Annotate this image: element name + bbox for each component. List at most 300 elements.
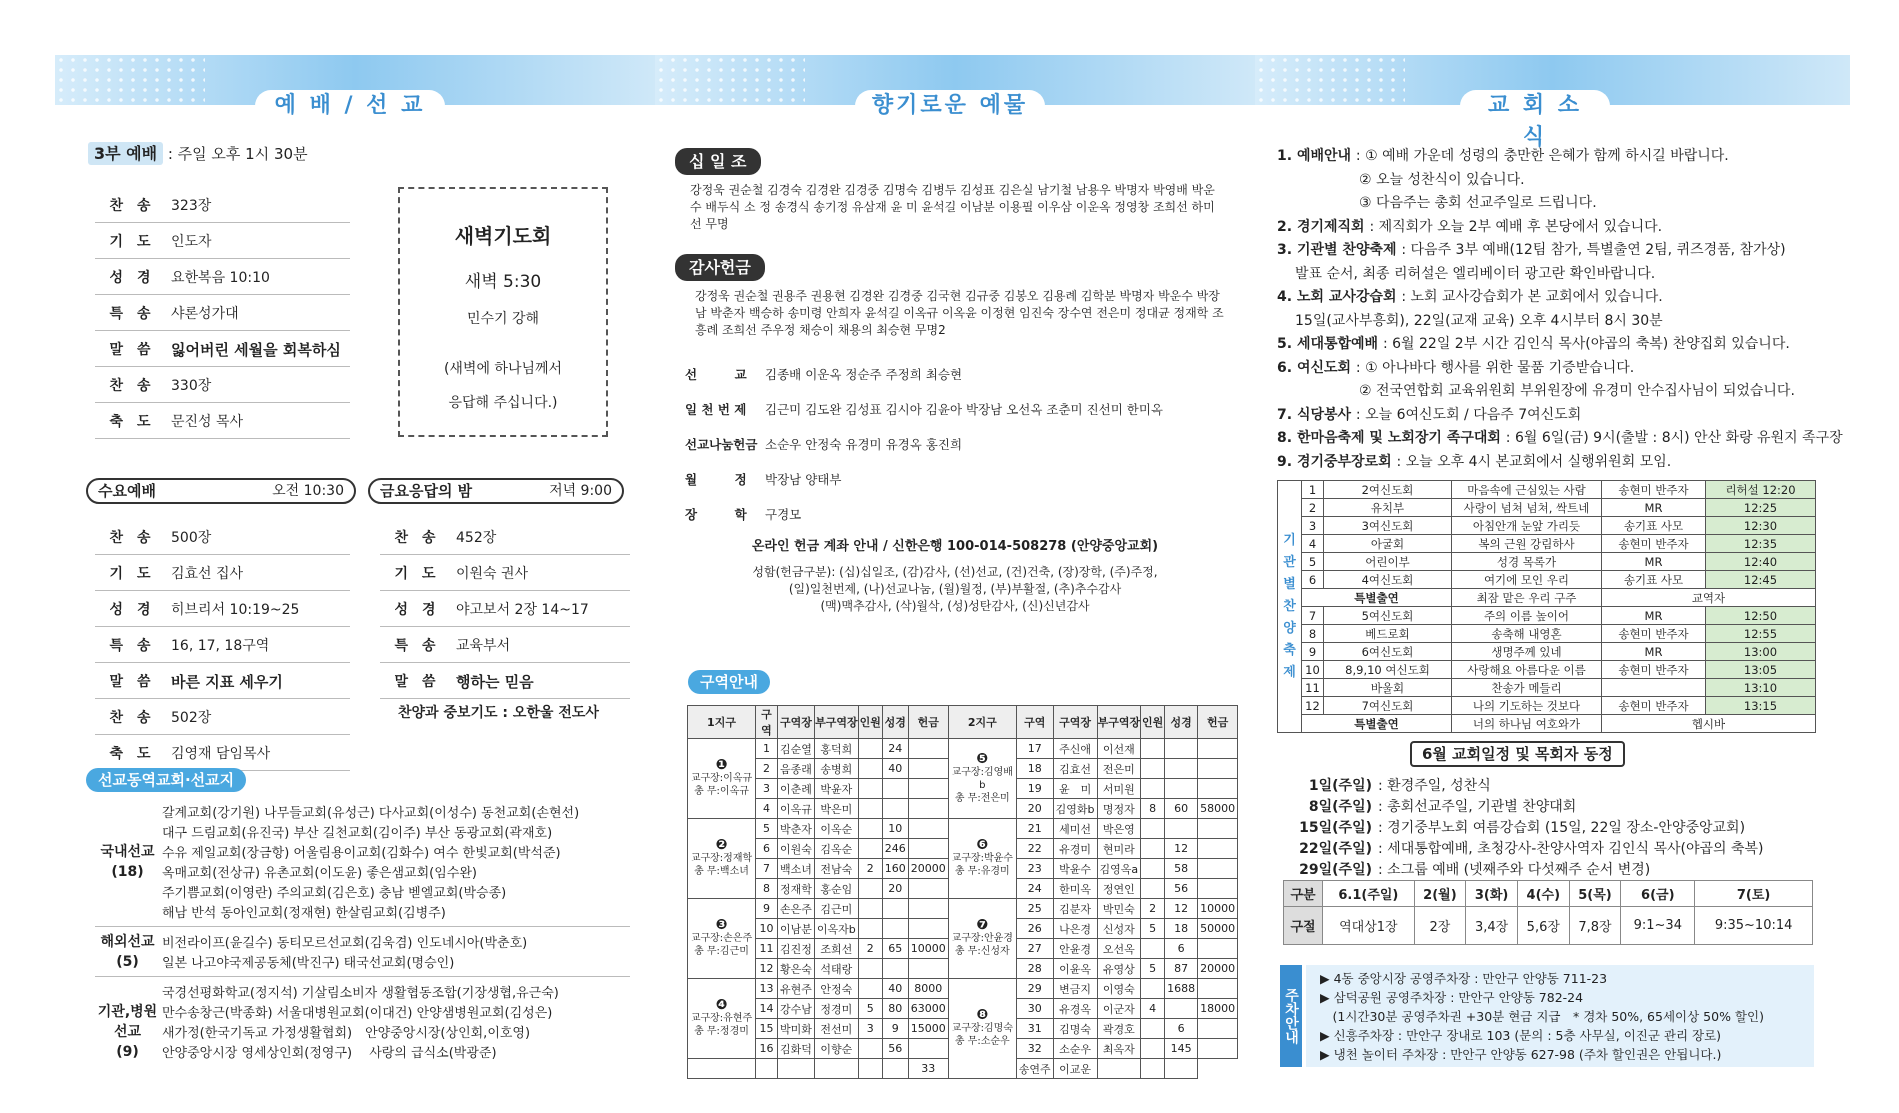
table-cell: 김진정: [778, 939, 815, 959]
district-label-cell: [688, 739, 756, 819]
order-label: 특 송: [394, 638, 436, 654]
news-text: : 다음주 3부 예배(12팀 참가, 특별출연 2팀, 퀴즈경품, 참가상): [1401, 242, 1786, 258]
table-cell: 8: [1141, 799, 1165, 819]
mission-line: 옥매교회(전상규) 유촌교회(이도윤) 좋은샘교회(임수완): [162, 866, 477, 881]
table-cell: 세미선: [1053, 819, 1097, 839]
schedule-row: [1278, 715, 1816, 733]
district-number: ❹: [715, 997, 728, 1013]
news-text: 발표 순서, 최종 리허설은 엘리베이터 광고란 확인바랍니다.: [1295, 265, 1656, 282]
table-cell: [1141, 839, 1165, 859]
table-cell: [882, 1059, 908, 1079]
district-label-cell: [948, 899, 1016, 979]
news-item: [1277, 311, 1663, 331]
order-row: [95, 628, 350, 663]
table-cell: 박민숙: [1097, 899, 1141, 919]
table-cell: 홍덕희: [814, 739, 858, 759]
order-row: [95, 736, 350, 771]
schedule-team: 아굴회: [1324, 535, 1452, 553]
table-cell: 전선미: [814, 1019, 858, 1039]
schedule-no: 10: [1302, 661, 1324, 679]
table-cell: [1198, 859, 1238, 879]
table-header-cell: 구역: [756, 706, 778, 739]
schedule-team: 유치부: [1324, 499, 1452, 517]
news-item: [1277, 428, 1843, 448]
order-row: [380, 592, 630, 627]
order-row: [380, 520, 630, 555]
reading-header-row: [1284, 881, 1813, 907]
table-cell: 김근미: [814, 899, 858, 919]
district-title: 구역안내: [688, 670, 770, 694]
news-number: 2.: [1277, 218, 1297, 235]
district-manager: 총 무:유경미: [954, 866, 1010, 877]
table-cell: [1165, 779, 1198, 799]
mission-title: 선교동역교회·선교지: [86, 768, 246, 792]
schedule-accomp: MR: [1602, 553, 1706, 571]
table-cell: 곽경호: [1097, 1019, 1141, 1039]
table-cell: 1688: [1165, 979, 1198, 999]
calendar-title: 6월 교회일정 및 목회자 동정: [1410, 741, 1625, 767]
table-cell: [1141, 859, 1165, 879]
table-cell: 명정자: [1097, 799, 1141, 819]
table-header-cell: 구역: [1016, 706, 1053, 739]
table-cell: [858, 899, 882, 919]
calendar-event: : 경기중부노회 여름강습회 (15일, 22일 장소-안양중앙교회): [1378, 820, 1746, 836]
order-value: 바른 지표 세우기: [171, 672, 283, 691]
order-value: 330장: [171, 378, 212, 394]
table-cell: 1: [756, 739, 778, 759]
table-cell: 이영숙: [1097, 979, 1141, 999]
table-cell: [908, 739, 948, 759]
table-cell: 박윤자: [814, 779, 858, 799]
table-cell: 19: [1016, 779, 1053, 799]
table-cell: 김분자: [1053, 899, 1097, 919]
schedule-time: 12:40: [1706, 553, 1816, 571]
news-item: [1277, 170, 1525, 190]
order-label: 찬 송: [109, 198, 151, 214]
district-manager: 총 무:이옥규: [694, 786, 749, 797]
schedule-time: 13:15: [1706, 697, 1816, 715]
table-header-cell: 성경: [882, 706, 908, 739]
table-header-cell: 부구역장: [814, 706, 858, 739]
order-label: 성 경: [109, 602, 151, 618]
table-cell: 8000: [908, 979, 948, 999]
offering-item-names: 김종배 이운옥 정순주 주정희 최승현: [765, 367, 963, 382]
news-text: ② 전국연합회 교육위원회 부위원장에 유경미 안수집사님이 되었습니다.: [1359, 383, 1795, 399]
schedule-row: [1278, 481, 1816, 499]
news-topic: 경기제직회: [1296, 218, 1370, 235]
order-value: 인도자: [171, 234, 212, 250]
schedule-team: 3여신도회: [1324, 517, 1452, 535]
news-topic: 세대통합예배: [1296, 336, 1383, 352]
news-item: [1277, 193, 1597, 213]
table-cell: [1198, 819, 1238, 839]
mission-line: 주기쁨교회(이영란) 주의교회(김은호) 충남 벧엘교회(박승종): [162, 886, 507, 901]
table-cell: 40: [882, 759, 908, 779]
calendar-event: : 총회선교주일, 기관별 찬양대회: [1378, 799, 1577, 815]
news-text: ② 오늘 성찬식이 있습니다.: [1359, 171, 1525, 188]
wed-title: 수요예배: [98, 482, 156, 500]
table-cell: 송연주: [1016, 1059, 1053, 1079]
schedule-no: 5: [1302, 553, 1324, 571]
table-cell: 22: [1016, 839, 1053, 859]
table-cell: [882, 779, 908, 799]
table-cell: [1165, 739, 1198, 759]
reading-table-wrap: [1283, 880, 1813, 945]
schedule-no: 12: [1302, 697, 1324, 715]
table-cell: [1198, 739, 1238, 759]
table-cell: [858, 959, 882, 979]
news-topic: 노회 교사강습회: [1296, 289, 1402, 305]
section-title-offering: 향기로운 예물: [855, 90, 1045, 122]
table-cell: 이윤옥: [1053, 959, 1097, 979]
order-row: [95, 520, 350, 555]
reading-header-cell: 구분: [1284, 881, 1323, 907]
table-cell: 서미원: [1097, 779, 1141, 799]
news-topic: 예배안내: [1296, 148, 1356, 164]
order-value: 행하는 믿음: [456, 672, 534, 691]
schedule-accomp: 송현미 반주자: [1602, 535, 1706, 553]
reading-header-cell: 6.1(주일): [1323, 881, 1414, 907]
schedule-song: 성경 목록가: [1452, 553, 1602, 571]
district-number: ❽: [976, 1007, 989, 1023]
schedule-accomp: 송기표 사모: [1602, 517, 1706, 535]
table-cell: 13: [756, 979, 778, 999]
table-cell: [1141, 1019, 1165, 1039]
divider: [95, 976, 630, 977]
table-header-cell: 1지구: [688, 706, 756, 739]
news-number: 9.: [1277, 453, 1297, 470]
district-label-cell: [688, 899, 756, 979]
mission-group-count: (9): [116, 1044, 139, 1060]
table-cell: 한미옥: [1053, 879, 1097, 899]
table-cell: 17: [1016, 739, 1053, 759]
table-cell: [1141, 879, 1165, 899]
schedule-song: 너의 하나님 여호와가: [1452, 715, 1602, 733]
schedule-accomp: 교역자: [1602, 589, 1816, 607]
reading-cell: 역대상1장: [1323, 907, 1414, 945]
table-cell: [908, 879, 948, 899]
schedule-accomp: 송현미 반주자: [1602, 661, 1706, 679]
mission-line: 대구 드림교회(유진국) 부산 길천교회(김이주) 부산 동광교회(곽재호): [162, 826, 553, 841]
news-item: [1277, 452, 1671, 472]
table-cell: [1198, 839, 1238, 859]
wed-service-header: [86, 478, 356, 504]
table-cell: 10000: [908, 939, 948, 959]
news-text: : 6월 6일(금) 9시(출발 : 8시) 안산 화랑 유원지 족구장: [1505, 430, 1843, 446]
table-cell: 27: [1016, 939, 1053, 959]
district-number: ❼: [976, 917, 989, 933]
table-header-cell: 헌금: [1198, 706, 1238, 739]
reading-header-cell: 6(금): [1621, 881, 1695, 907]
table-cell: [688, 1059, 756, 1079]
table-cell: 윤 미: [1053, 779, 1097, 799]
news-number: 4.: [1277, 289, 1297, 305]
table-cell: 12: [756, 959, 778, 979]
schedule-time: 13:00: [1706, 643, 1816, 661]
choir-schedule: [1277, 480, 1816, 733]
table-cell: 이옥규: [778, 799, 815, 819]
table-cell: [1141, 779, 1165, 799]
table-cell: 24: [882, 739, 908, 759]
table-cell: 이선재: [1097, 739, 1141, 759]
offering-item-label: 장 학: [685, 507, 747, 522]
offering-item-label: 선 교: [685, 367, 747, 382]
table-cell: [1198, 779, 1238, 799]
district-manager: 총 무:소순우: [954, 1036, 1010, 1047]
table-cell: 18000: [1198, 999, 1238, 1019]
table-cell: 3: [858, 1019, 882, 1039]
order-label: 기 도: [109, 566, 151, 582]
schedule-row: [1278, 661, 1816, 679]
schedule-team: 8,9,10 여신도회: [1324, 661, 1452, 679]
table-cell: 20: [882, 879, 908, 899]
offering-item-names: 소순우 안정숙 유경미 유경옥 홍진희: [765, 437, 963, 452]
table-cell: [858, 1039, 882, 1059]
table-cell: 9: [882, 1019, 908, 1039]
news-text: : ① 아나바다 행사를 위한 물품 기증받습니다.: [1355, 359, 1635, 376]
schedule-row: [1278, 535, 1816, 553]
table-cell: 전은미: [1097, 759, 1141, 779]
table-cell: 유영상: [1097, 959, 1141, 979]
parking-line: ▶ 신흥주차장 : 만안구 장내로 103 (문의 : 5층 사무실, 이진군 관리 장로): [1320, 1028, 1722, 1043]
schedule-no: 9: [1302, 643, 1324, 661]
schedule-team: 어린이부: [1324, 553, 1452, 571]
schedule-song: 최잠 맡은 우리 구주: [1452, 589, 1602, 607]
table-cell: 12: [1165, 899, 1198, 919]
table-cell: 이교운: [1053, 1059, 1097, 1079]
table-cell: [908, 779, 948, 799]
reading-cell: 9:1~34: [1621, 907, 1695, 945]
schedule-accomp: 송현미 반주자: [1602, 481, 1706, 499]
order-value: 샤론성가대: [171, 306, 239, 322]
table-cell: 4: [756, 799, 778, 819]
schedule-accomp: 송현미 반주자: [1602, 625, 1706, 643]
order-label: 기 도: [109, 234, 151, 250]
schedule-row: [1278, 679, 1816, 697]
news-text: : ① 예배 가운데 성령의 충만한 은혜가 함께 하시길 바랍니다.: [1355, 148, 1729, 164]
order-row: [95, 296, 350, 331]
table-cell: [1141, 1039, 1165, 1059]
table-cell: 현미라: [1097, 839, 1141, 859]
table-cell: 이군자: [1097, 999, 1141, 1019]
table-header-row: [688, 706, 1238, 739]
mission-group-count: (18): [111, 864, 144, 880]
table-cell: 80: [882, 999, 908, 1019]
table-cell: 65: [882, 939, 908, 959]
schedule-team: 4여신도회: [1324, 571, 1452, 589]
table-cell: 6: [1165, 1019, 1198, 1039]
table-cell: 김영옥a: [1097, 859, 1141, 879]
news-topic: 기관별 찬양축제: [1296, 242, 1402, 258]
table-cell: 4: [1141, 999, 1165, 1019]
order-value: 이원숙 권사: [456, 566, 529, 582]
table-cell: 28: [1016, 959, 1053, 979]
schedule-accomp: 헵시바: [1602, 715, 1816, 733]
table-cell: 18: [1016, 759, 1053, 779]
district-label-cell: [948, 739, 1016, 819]
mission-group-name: [95, 932, 160, 972]
schedule-song: 나의 기도하는 것보다: [1452, 697, 1602, 715]
news-number: 1.: [1277, 148, 1297, 164]
table-cell: 김순열: [778, 739, 815, 759]
table-cell: 5: [1141, 919, 1165, 939]
schedule-no: 6: [1302, 571, 1324, 589]
schedule-no: 1: [1302, 481, 1324, 499]
table-cell: 유경미: [1053, 839, 1097, 859]
table-cell: 60: [1165, 799, 1198, 819]
schedule-no: 11: [1302, 679, 1324, 697]
table-cell: 11: [756, 939, 778, 959]
news-number: 8.: [1277, 430, 1297, 446]
order-value: 323장: [171, 198, 212, 214]
offering-item-label: 월 정: [685, 472, 747, 487]
table-cell: [1198, 939, 1238, 959]
schedule-accomp: 송기표 사모: [1602, 571, 1706, 589]
district-label-cell: [948, 819, 1016, 899]
table-cell: 5: [858, 999, 882, 1019]
schedule-song: 아침안개 눈앞 가리듯: [1452, 517, 1602, 535]
calendar-date: 15일(주일): [1299, 820, 1372, 836]
district-table: [687, 705, 1238, 1079]
table-cell: 9: [756, 899, 778, 919]
table-row: [688, 739, 1238, 759]
news-item: [1277, 334, 1790, 354]
table-cell: 안정숙: [814, 979, 858, 999]
table-cell: 24: [1016, 879, 1053, 899]
schedule-team: 7여신도회: [1324, 697, 1452, 715]
table-header-cell: 2지구: [948, 706, 1016, 739]
table-cell: [1165, 1059, 1198, 1079]
parking-line: ▶ 4동 중앙시장 공영주차장 : 만안구 안양동 711-23: [1320, 971, 1608, 986]
district-lead: 교구장:유현주: [690, 1013, 753, 1024]
table-cell: 6: [756, 839, 778, 859]
order-row: [95, 664, 350, 699]
table-cell: [1198, 1039, 1238, 1059]
mission-line: 비전라이프(윤길수) 동티모르선교회(김욱겸) 인도네시아(박춘호): [162, 936, 528, 951]
table-cell: [858, 919, 882, 939]
order-value: 잃어버린 세월을 회복하심: [171, 340, 341, 359]
schedule-time: 12:30: [1706, 517, 1816, 535]
schedule-no: 3: [1302, 517, 1324, 535]
calendar-date: 29일(주일): [1299, 862, 1372, 878]
table-cell: 김화덕: [778, 1039, 815, 1059]
table-cell: 신성자: [1097, 919, 1141, 939]
schedule-time: 12:55: [1706, 625, 1816, 643]
schedule-song: 사랑해요 아름다운 이름: [1452, 661, 1602, 679]
table-cell: 이춘례: [778, 779, 815, 799]
table-cell: [1198, 759, 1238, 779]
table-cell: 56: [1165, 879, 1198, 899]
news-topic: 여신도회: [1296, 359, 1356, 376]
table-header-cell: 헌금: [908, 706, 948, 739]
district-label-cell: [688, 979, 756, 1059]
thanks-title: 감사헌금: [675, 254, 765, 281]
table-cell: 손은주: [778, 899, 815, 919]
table-cell: 5: [1141, 959, 1165, 979]
news-item: [1277, 217, 1662, 237]
schedule-no: 8: [1302, 625, 1324, 643]
schedule-no: 7: [1302, 607, 1324, 625]
mission-line: 새가정(한국기독교 가정생활협회) 안양중앙시장(상인회,이호영): [162, 1026, 531, 1041]
schedule-accomp: [1602, 679, 1706, 697]
schedule-song: 송축해 내영혼: [1452, 625, 1602, 643]
order-row: [95, 368, 350, 403]
district-lead: 교구장:이옥규: [690, 773, 753, 784]
service3-time: : 주일 오후 1시 30분: [167, 145, 308, 163]
table-cell: 박춘자: [778, 819, 815, 839]
table-cell: 10: [756, 919, 778, 939]
mission-line: 해남 반석 동아인교회(정재현) 한살림교회(김병주): [162, 906, 446, 921]
table-cell: 조희선: [814, 939, 858, 959]
schedule-team: 6여신도회: [1324, 643, 1452, 661]
table-cell: 7: [756, 859, 778, 879]
schedule-no: 2: [1302, 499, 1324, 517]
table-cell: 18: [1165, 919, 1198, 939]
table-cell: 이향순: [814, 1039, 858, 1059]
district-manager: 총 무:신성자: [954, 946, 1010, 957]
table-cell: [858, 879, 882, 899]
wed-time: 오전 10:30: [272, 483, 344, 499]
parking-side-label: 주차안내: [1280, 965, 1302, 1067]
calendar-date: 22일(주일): [1299, 841, 1372, 857]
table-cell: 21: [1016, 819, 1053, 839]
table-header-cell: 부구역장: [1097, 706, 1141, 739]
order-row: [95, 332, 350, 367]
schedule-time: 12:25: [1706, 499, 1816, 517]
news-item: [1277, 146, 1729, 166]
schedule-accomp: 송현미 반주자: [1602, 697, 1706, 715]
order-value: 김영재 담임목사: [171, 746, 271, 762]
offering-codes-2: (일)일천번제, (나)선교나눔, (월)월정, (부)부활절, (추)추수감사: [788, 582, 1122, 596]
schedule-song: 생명주께 있네: [1452, 643, 1602, 661]
table-cell: 50000: [1198, 919, 1238, 939]
schedule-song: 복의 근원 강림하사: [1452, 535, 1602, 553]
reading-header-cell: 2(월): [1414, 881, 1466, 907]
district-lead: 교구장:손은주: [690, 933, 753, 944]
table-cell: 2: [858, 859, 882, 879]
table-cell: 16: [756, 1039, 778, 1059]
table-cell: 최옥자: [1097, 1039, 1141, 1059]
schedule-accomp: MR: [1602, 499, 1706, 517]
order-value: 히브리서 10:19~25: [171, 602, 300, 618]
table-cell: [1198, 879, 1238, 899]
district-manager: 총 무:백소녀: [694, 866, 749, 877]
schedule-song: 마음속에 근심있는 사람: [1452, 481, 1602, 499]
offering-item-label: 선교나눔헌금: [685, 437, 758, 452]
table-row: [688, 819, 1238, 839]
tithe-names: 강정욱 권순철 김경숙 김경완 김경중 김명숙 김병두 김성표 김은실 남기철 남용우 박명자 박영배 박운수 배두식 소 정 송경식 송기정 유삼재 윤 미 윤석길 이남분 이용필 이우삼 이운옥 정영창 조희선 하미선 무명: [690, 183, 1215, 231]
schedule-accomp: MR: [1602, 607, 1706, 625]
choir-schedule-table: [1277, 480, 1816, 733]
table-cell: [908, 819, 948, 839]
dawn-time: 새벽 5:30: [464, 272, 542, 292]
schedule-song: 찬송가 메들리: [1452, 679, 1602, 697]
table-cell: 소순우: [1053, 1039, 1097, 1059]
schedule-time: 12:50: [1706, 607, 1816, 625]
reading-cell: 구절: [1284, 907, 1323, 945]
calendar-event: : 세대통합예배, 초청강사-찬양사역자 김인식 목사(야곱의 축복): [1378, 841, 1764, 857]
table-cell: 이옥순: [814, 819, 858, 839]
table-cell: 이남분: [778, 919, 815, 939]
table-cell: 김효선: [1053, 759, 1097, 779]
schedule-team: 특별출연: [1302, 715, 1452, 733]
table-cell: 20: [1016, 799, 1053, 819]
order-label: 찬 송: [109, 530, 151, 546]
table-cell: [858, 779, 882, 799]
schedule-time: 12:35: [1706, 535, 1816, 553]
order-row: [95, 592, 350, 627]
order-row: [380, 628, 630, 663]
